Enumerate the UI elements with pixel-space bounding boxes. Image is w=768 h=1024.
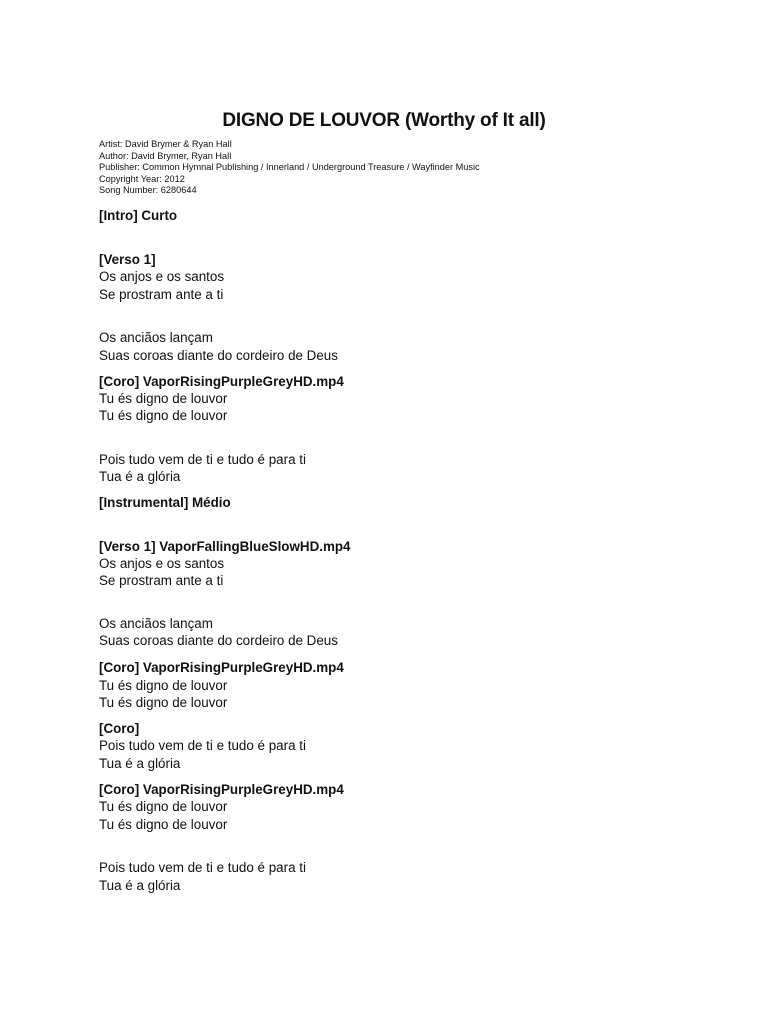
lyric-line: Tu és digno de louvor bbox=[99, 799, 228, 814]
lyric-line: Tua é a glória bbox=[99, 878, 181, 893]
lyric-line: Tua é a glória bbox=[99, 469, 181, 484]
lyric-line: Se prostram ante a ti bbox=[99, 287, 224, 302]
lyric-line: Tu és digno de louvor bbox=[99, 408, 228, 423]
song-metadata bbox=[99, 139, 480, 197]
section-heading-verse: [Verso 1] bbox=[99, 252, 156, 267]
lyric-line: Os anciãos lançam bbox=[99, 330, 213, 345]
lyric-line: Suas coroas diante do cordeiro de Deus bbox=[99, 633, 338, 648]
lyric-line: Tu és digno de louvor bbox=[99, 391, 228, 406]
section-heading-chorus: [Coro] bbox=[99, 721, 140, 736]
artist-line: Artist: David Brymer & Ryan Hall bbox=[99, 139, 232, 149]
lyric-line: Tu és digno de louvor bbox=[99, 817, 228, 832]
publisher-line: Publisher: Common Hymnal Publishing / Innerland / Underground Treasure / Wayfinder Music bbox=[99, 162, 480, 173]
section-heading-verse: [Verso 1] VaporFallingBlueSlowHD.mp4 bbox=[99, 539, 351, 554]
lyric-line: Os anjos e os santos bbox=[99, 556, 225, 571]
lyric-line: Os anciãos lançam bbox=[99, 616, 213, 631]
lyric-line: Suas coroas diante do cordeiro de Deus bbox=[99, 348, 338, 363]
section-heading-intro: [Intro] Curto bbox=[99, 208, 178, 223]
lyric-line: Pois tudo vem de ti e tudo é para ti bbox=[99, 860, 306, 875]
lyric-line: Pois tudo vem de ti e tudo é para ti bbox=[99, 452, 306, 467]
lyric-line: Se prostram ante a ti bbox=[99, 573, 224, 588]
section-heading-chorus: [Coro] VaporRisingPurpleGreyHD.mp4 bbox=[99, 782, 344, 797]
lyric-line: Tu és digno de louvor bbox=[99, 695, 228, 710]
lyric-line: Tua é a glória bbox=[99, 756, 181, 771]
lyric-line: Os anjos e os santos bbox=[99, 269, 225, 284]
author-line: Author: David Brymer, Ryan Hall bbox=[99, 150, 232, 161]
section-heading-chorus: [Coro] VaporRisingPurpleGreyHD.mp4 bbox=[99, 660, 344, 675]
lyric-line: Tu és digno de louvor bbox=[99, 678, 228, 693]
copyright-year-line: Copyright Year: 2012 bbox=[99, 173, 185, 184]
song-number-line: Song Number: 6280644 bbox=[99, 185, 197, 196]
song-title: DIGNO DE LOUVOR (Worthy of It all) bbox=[222, 110, 546, 131]
section-heading-instrumental: [Instrumental] Médio bbox=[99, 495, 231, 510]
section-heading-chorus: [Coro] VaporRisingPurpleGreyHD.mp4 bbox=[99, 374, 344, 389]
lyric-line: Pois tudo vem de ti e tudo é para ti bbox=[99, 738, 306, 753]
